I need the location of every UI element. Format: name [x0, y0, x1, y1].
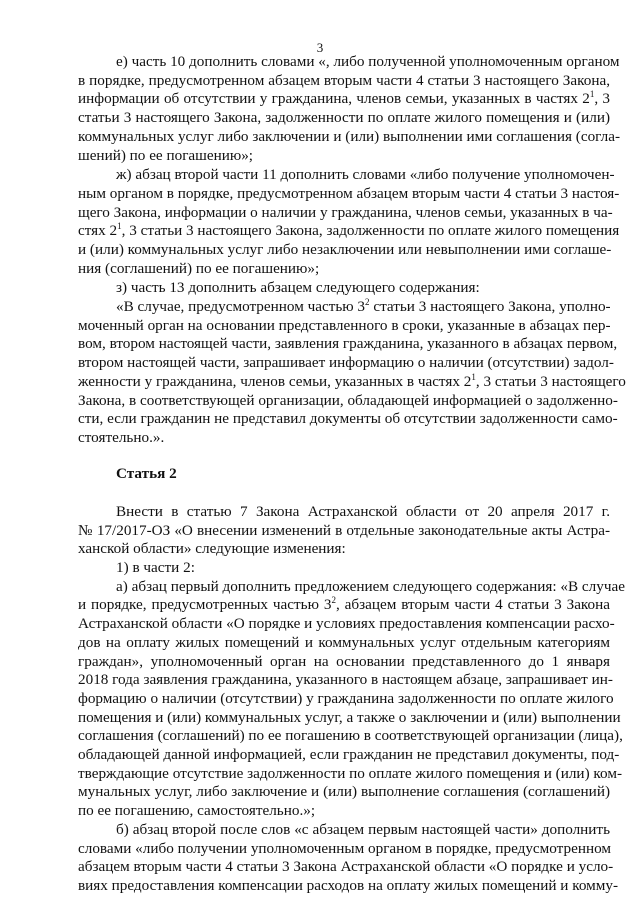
line-text: стях 2: [78, 222, 118, 239]
text-line: [78, 372, 626, 392]
text-line: [78, 127, 621, 147]
line-text: словами «либо получении уполномоченным органом в порядке, предусмотренном: [78, 840, 611, 857]
line-text: ния (соглашений) по ее погашению»;: [78, 260, 320, 277]
line-text: щего Закона, информации о наличии у гражданина, членов семьи, указанных в ча-: [78, 204, 613, 221]
line-text: Астраханской области «О порядке и условиях предоставления компенсации расхо-: [78, 615, 615, 632]
text-line: [78, 839, 610, 859]
line-text: обладающей данной информацией, если гражданин не представил документы, под-: [78, 746, 620, 763]
line-text: соглашения (соглашений) по ее погашению в соответствующей организации (лица),: [78, 727, 623, 744]
text-line: [116, 502, 610, 522]
text-line: [78, 614, 615, 634]
line-text: вом, втором настоящей части, заявления гражданина, указанного в абзацах первом,: [78, 335, 618, 352]
line-text: женности у гражданина, членов семьи, указанных в частях 2: [78, 373, 472, 390]
line-text: коммунальных услуг либо заключении и (или) выполнении ими соглашения (согла-: [78, 128, 621, 145]
article-heading: [116, 464, 610, 484]
line-text: в порядке, предусмотренном абзацем вторым части 4 статьи 3 настоящего Закона,: [78, 72, 610, 89]
line-text-continued: , 3 статьи 3 настоящего Закона, задолженности по оплате жилого помещения: [121, 222, 620, 239]
line-text: втором настоящей части, запрашивает информацию о наличии (отсутствии) задол-: [78, 354, 614, 371]
text-line: [78, 146, 610, 166]
text-line: [78, 240, 610, 260]
text-line: [78, 428, 610, 448]
line-text-continued: , абзацем вторым части 4 статьи 3 Закона: [335, 596, 611, 613]
line-text: шений) по ее погашению»;: [78, 147, 254, 164]
line-text: статьи 3 настоящего Закона, задолженности по оплате жилого помещения и (или): [78, 109, 610, 126]
line-text: № 17/2017-ОЗ «О внесении изменений в отдельные законодательные акты Астра-: [78, 522, 610, 539]
text-line: [78, 876, 619, 896]
text-line: [78, 184, 620, 204]
text-line: [78, 726, 623, 746]
text-line: [78, 521, 610, 541]
line-text: виях предоставления компенсации расходов на оплату жилых помещений и комму-: [78, 877, 619, 894]
text-line: [78, 745, 620, 765]
text-line: [78, 391, 618, 411]
text-line: [78, 652, 610, 672]
superscript: 1: [471, 372, 476, 382]
text-line: [78, 353, 614, 373]
text-line: [116, 278, 610, 298]
line-text: б) абзац второй после слов «с абзацем первым настоящей части» дополнить: [116, 821, 610, 838]
text-line: [78, 670, 613, 690]
page-number: 3: [316, 40, 324, 55]
line-text: помещения и (или) коммунальных услуг, а также о заключении и (или) выполнении: [78, 709, 621, 726]
text-line: [78, 203, 613, 223]
text-line: [78, 857, 614, 877]
line-text: з) часть 13 дополнить абзацем следующего содержания:: [116, 279, 480, 296]
text-line: [116, 297, 610, 317]
text-line: [116, 820, 610, 840]
text-line: [78, 539, 610, 559]
line-text: е) часть 10 дополнить словами «, либо полученной уполномоченным органом: [116, 53, 620, 70]
text-line: [78, 782, 610, 802]
text-line: [78, 764, 622, 784]
line-text: абзацем вторым части 4 статьи 3 Закона Астраханской области «О порядке и усло-: [78, 858, 614, 875]
text-line: [78, 708, 621, 728]
text-line: [78, 334, 618, 354]
line-text: сти, если гражданин не представил документы об отсутствии задолженности само-: [78, 410, 618, 427]
superscript: 2: [365, 297, 370, 307]
line-text: и (или) коммунальных услуг либо незаключении или невыполнении ими соглаше-: [78, 241, 612, 258]
text-line: [116, 165, 615, 185]
line-text: а) абзац первый дополнить предложением следующего содержания: «В случае: [116, 578, 625, 595]
text-line: [78, 108, 610, 128]
line-text-continued: , 3: [594, 90, 610, 107]
line-text: дов на оплату жилых помещений и коммунальных услуг отдельным категориям: [78, 634, 610, 651]
text-line: [116, 577, 625, 597]
line-text: Закона, в соответствующей организации, обладающей информацией о задолженно-: [78, 392, 618, 409]
text-line: [78, 316, 610, 336]
text-line: [78, 801, 610, 821]
line-text: мунальных услуг, либо заключение и (или) выполнение соглашения (соглашений): [78, 783, 610, 800]
text-line: [116, 52, 620, 72]
line-text: тверждающие отсутствие задолженности по оплате жилого помещения и (или) ком-: [78, 765, 622, 782]
line-text: 2018 года заявления гражданина, указанного в настоящем абзаце, запрашивает ин-: [78, 671, 613, 688]
superscript: 1: [589, 89, 595, 99]
line-text: ным органом в порядке, предусмотренном абзацем вторым части 4 статьи 3 настоя-: [78, 185, 620, 202]
text-line: [78, 259, 610, 279]
text-line: [78, 595, 610, 615]
text-line: [78, 409, 618, 429]
text-line: [78, 689, 614, 709]
line-text: ж) абзац второй части 11 дополнить словами «либо получение уполномочен-: [116, 166, 615, 183]
line-text: информации об отсутствии у гражданина, членов семьи, указанных в частях 2: [78, 90, 590, 107]
text-line: [78, 633, 610, 653]
line-text: Внести в статью 7 Закона Астраханской области от 20 апреля 2017 г.: [116, 503, 610, 520]
line-text: моченный орган на основании представленного в сроки, указанные в абзацах пер-: [78, 317, 611, 334]
line-text-continued: , 3 статьи 3 настоящего: [475, 373, 626, 390]
line-text: «В случае, предусмотренном частью 3: [116, 298, 366, 315]
text-line: [78, 89, 610, 109]
line-text-continued: статьи 3 настоящего Закона, уполно-: [369, 298, 611, 315]
text-line: [78, 71, 610, 91]
line-text: и порядке, предусмотренных частью 3: [78, 596, 332, 613]
superscript: 2: [331, 595, 336, 605]
line-text: по ее погашению, самостоятельно.»;: [78, 802, 316, 819]
line-text: стоятельно.».: [78, 429, 165, 446]
superscript: 1: [117, 221, 122, 231]
line-text: граждан», уполномоченный орган на основании представленного до 1 января: [78, 653, 610, 670]
line-text: ханской области» следующие изменения:: [78, 540, 346, 557]
line-text: Статья 2: [116, 465, 177, 482]
text-line: [78, 221, 620, 241]
line-text: 1) в части 2:: [116, 559, 195, 576]
text-line: [116, 558, 610, 578]
line-text: формацию о наличии (отсутствии) у гражданина задолженности по оплате жилого: [78, 690, 614, 707]
